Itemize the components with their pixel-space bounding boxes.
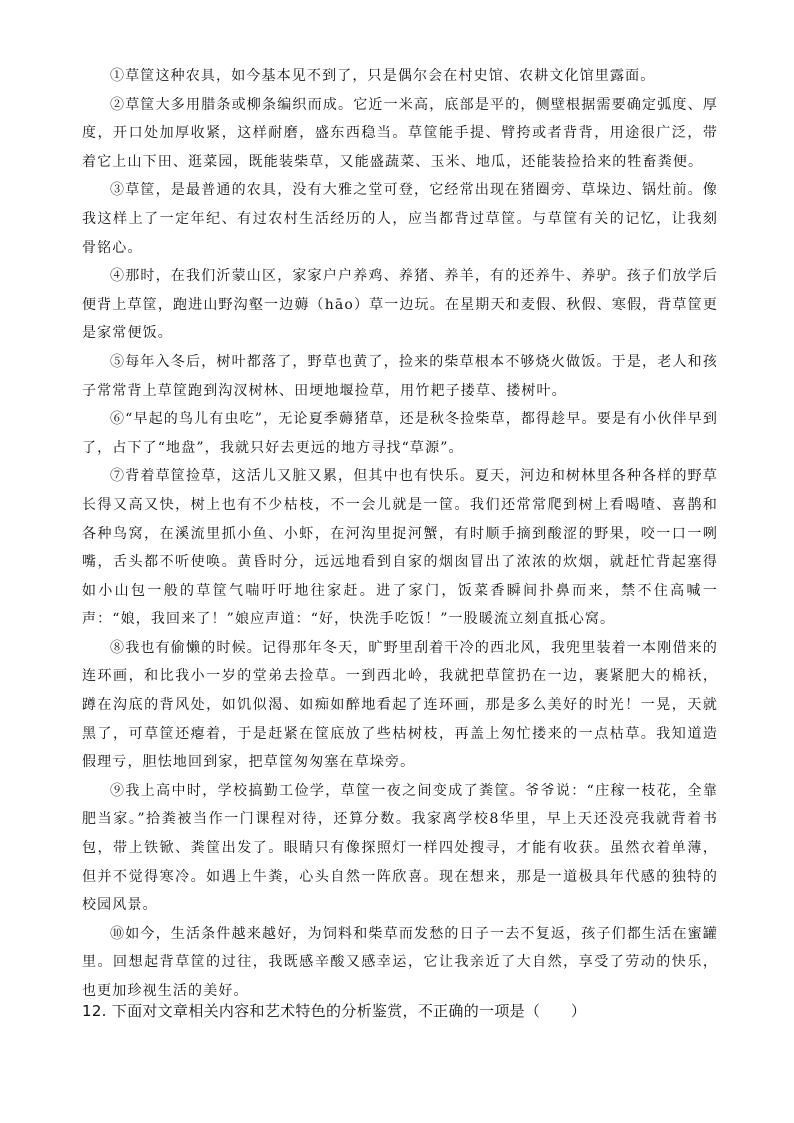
question-12: 12. 下面对文章相关内容和艺术特色的分析鉴赏，不正确的一项是（ ）	[82, 1002, 587, 1020]
paragraph-2: ②草筐大多用腊条或柳条编织而成。它近一米高，底部是平的，侧壁根据需要确定弧度、厚度，开口处加厚收紧，这样耐磨，盛东西稳当。草筐能手提、臂挎或者背背，用途很广泛，带着它上山下田、逛菜园，既能装柴草，又能盛蔬菜、玉米、地瓜，还能装捡拾来的牲畜粪便。	[82, 96, 718, 170]
paragraph-1: ①草筐这种农具，如今基本见不到了，只是偶尔会在村史馆、农耕文化馆里露面。	[110, 68, 656, 84]
paragraph-4: ④那时，在我们沂蒙山区，家家户户养鸡、养猪、养羊，有的还养牛、养驴。孩子们放学后便背上草筐，跑进山野沟壑一边薅（hāo）草一边玩。在星期天和麦假、秋假、寒假，背草筐更是家常便饭。	[82, 268, 718, 342]
paragraph-10: ⑩如今，生活条件越来越好，为饲料和柴草而发愁的日子一去不复返，孩子们都生活在蜜罐里。回想起背草筐的过往，我既感辛酸又感幸运，它让我亲近了大自然，享受了劳动的快乐，也更加珍视生活的美好。	[82, 925, 718, 999]
article-body	[82, 62, 718, 1006]
paragraph-9: ⑨我上高中时，学校搞勤工俭学，草筐一夜之间变成了粪筐。爷爷说：“庄稼一枝花，全靠肥当家。”拾粪被当作一门课程对待，还算分数。我家离学校8华里，早上天还没亮我就背着书包，带上铁锨、粪筐出发了。眼睛只有像探照灯一样四处搜寻，才能有收获。虽然衣着单薄，但并不觉得寒冷。如遇上牛粪，心头自然一阵欣喜。现在想来，那是一道极具年代感的独特的校园风景。	[82, 782, 718, 914]
paragraph-3: ③草筐，是最普通的农具，没有大雅之堂可登，它经常出现在猪圈旁、草垛边、锅灶前。像我这样上了一定年纪、有过农村生活经历的人，应当都背过草筐。与草筐有关的记忆，让我刻骨铭心。	[82, 182, 718, 256]
paragraph-6: ⑥“早起的鸟儿有虫吃”，无论夏季薅猪草，还是秋冬捡柴草，都得趁早。要是有小伙伴早到了，占下了“地盘”，我就只好去更远的地方寻找“草源”。	[82, 411, 718, 456]
paragraph-7: ⑦背着草筐捡草，这活儿又脏又累，但其中也有快乐。夏天，河边和树林里各种各样的野草长得又高又快，树上也有不少枯枝，不一会儿就是一筐。我们还常常爬到树上看喝喳、喜鹊和各种鸟窝，在溪流里抓小鱼、小虾，在河沟里捉河蟹，有时顺手摘到酸涩的野果，咬一口一咧嘴，舌头都不听使唤。黄昏时分，远远地看到自家的烟囱冒出了浓浓的炊烟，就赶忙背起塞得如小山包一般的草筐气喘吁吁地往家赶。进了家门，饭菜香瞬间扑鼻而来，禁不住高喊一声：“娘，我回来了！”娘应声道：“好，快洗手吃饭！”一股暖流立刻直抵心窝。	[82, 468, 718, 628]
paragraph-8: ⑧我也有偷懒的时候。记得那年冬天，旷野里刮着干冷的西北风，我兜里装着一本刚借来的连环画，和比我小一岁的堂弟去捡草。一到西北岭，我就把草筐扔在一边，裹紧肥大的棉袄，蹲在沟底的背风处，如饥似渴、如痴如醉地看起了连环画，那是多么美好的时光！一晃，天就黑了，可草筐还瘪着，于是赶紧在筐底放了些枯树枝，再盖上匆忙搂来的一点枯草。我知道造假理亏，胆怯地回到家，把草筐匆匆塞在草垛旁。	[82, 639, 718, 771]
paragraph-5: ⑤每年入冬后，树叶都落了，野草也黄了，捡来的柴草根本不够烧火做饭。于是，老人和孩子常常背上草筐跑到沟汊树林、田埂地堰捡草，用竹耙子搂草、搂树叶。	[82, 353, 718, 399]
